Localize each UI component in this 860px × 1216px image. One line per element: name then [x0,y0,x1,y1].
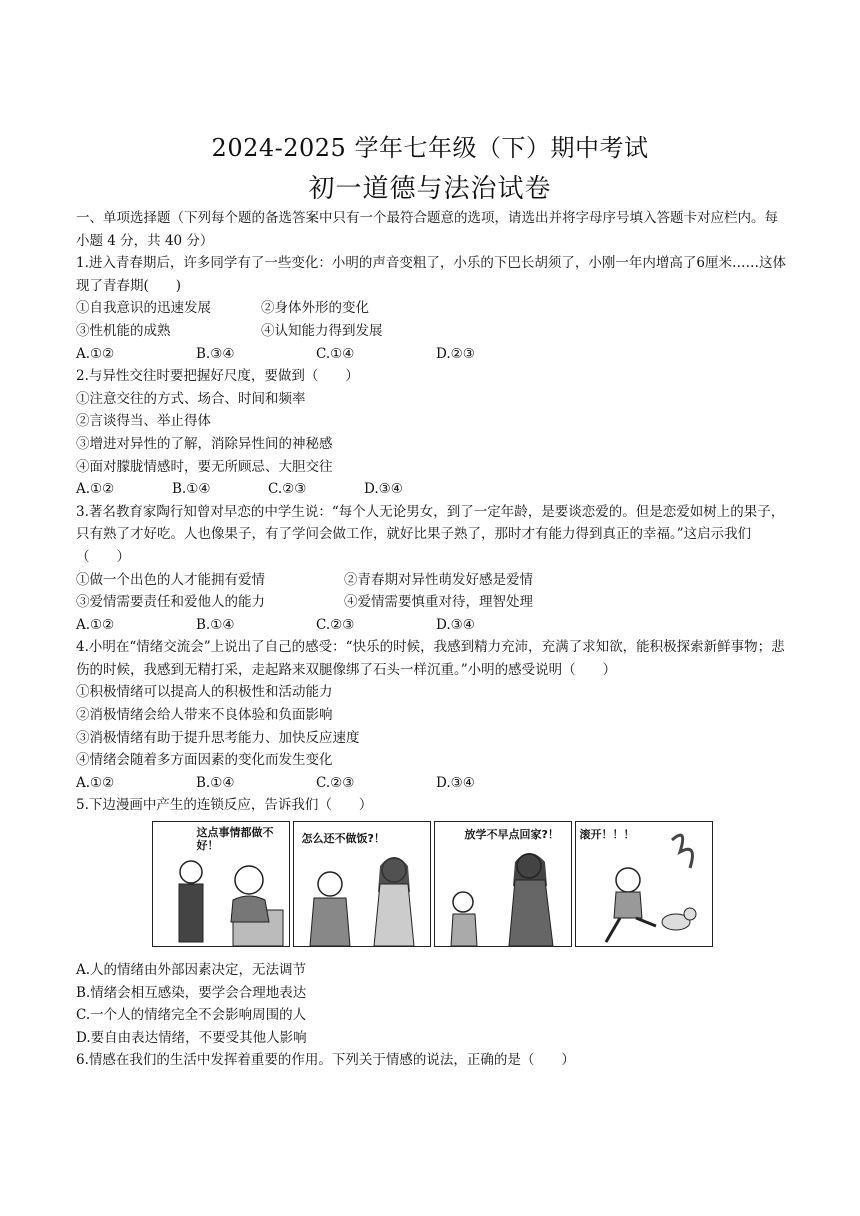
q2-item-4: ④面对朦胧情感时，要无所顾忌、大胆交往 [76,458,333,475]
question-2-options [76,478,788,501]
exam-body [76,207,788,1072]
q3-item-2: ②青春期对异性萌发好感是爱情 [344,571,533,588]
q5-option-a: A.人的情绪由外部因素决定，无法调节 [76,962,307,979]
exam-title: 2024-2025 学年七年级（下）期中考试 [211,134,649,162]
q4-option-d: D.③④ [436,774,475,791]
exam-subtitle: 初一道德与法治试卷 [308,174,552,204]
q2-item-1: ①注意交往的方式、场合、时间和频率 [76,390,306,407]
q4-item-4: ④情绪会随着多方面因素的变化而发生变化 [76,752,333,769]
q5-option-b: B.情绪会相互感染，要学会合理地表达 [76,984,307,1001]
question-2-stem: 2.与异性交往时要把握好尺度，要做到（ ） [76,368,359,385]
q2-option-a: A.①② [76,481,115,498]
q3-option-b: B.①④ [196,616,235,633]
comic-panel-3 [434,821,572,947]
q4-item-1: ①积极情绪可以提高人的积极性和活动能力 [76,684,333,701]
q2-item-2: ②言谈得当、举止得体 [76,413,211,430]
section-heading: 一、单项选择题（下列每个题的备选答案中只有一个最符合题意的选项，请选出并将字母序号填入答题卡对应栏内。每小题 4 分，共 40 分） [76,210,778,249]
question-1-items-row1 [76,297,788,320]
q1-item-3: ③性机能的成熟 [76,322,171,339]
q1-item-4: ④认知能力得到发展 [261,322,383,339]
comic-bubble-3: 放学不早点回家?！ [464,828,559,842]
q3-option-c: C.②③ [316,616,355,633]
question-1-stem: 1.进入青春期后，许多同学有了一些变化：小明的声音变粗了，小乐的下巴长胡须了，小刚一年内增高了6厘米……这体现了青春期( ) [76,255,786,294]
q3-option-d: D.③④ [436,616,475,633]
question-1-items-row2 [76,320,788,343]
q4-item-3: ③消极情绪有助于提升思考能力、加快反应速度 [76,729,360,746]
question-5-stem: 5.下边漫画中产生的连锁反应，告诉我们（ ） [76,797,373,814]
question-1-options [76,343,788,366]
comic-panel-2 [293,821,431,947]
comic-panel-1 [152,821,290,947]
q4-item-2: ②消极情绪会给人带来不良体验和负面影响 [76,707,333,724]
question-3-items-row2 [76,591,788,614]
q1-item-1: ①自我意识的迅速发展 [76,300,211,317]
q4-option-a: A.①② [76,774,115,791]
question-3-options [76,614,788,637]
q3-item-3: ③爱情需要责任和爱他人的能力 [76,594,265,611]
comic-bubble-4: 滚开！！！ [579,828,635,842]
q4-option-b: B.①④ [196,774,235,791]
comic-bubble-2: 怎么还不做饭?！ [301,832,385,846]
q4-option-c: C.②③ [316,774,355,791]
q1-option-b: B.③④ [196,345,235,362]
q3-item-4: ④爱情需要慎重对待，理智处理 [344,594,533,611]
q2-item-3: ③增进对异性的了解，消除异性间的神秘感 [76,435,333,452]
q2-option-d: D.③④ [364,481,403,498]
q1-item-2: ②身体外形的变化 [261,300,369,317]
question-3-items-row1 [76,569,788,592]
comic-panel-4 [575,821,713,947]
q1-option-a: A.①② [76,345,115,362]
q5-option-d: D.要自由表达情绪，不要受其他人影响 [76,1029,307,1046]
q3-item-1: ①做一个出色的人才能拥有爱情 [76,571,265,588]
q1-option-c: C.①④ [316,345,355,362]
q2-option-c: C.②③ [268,481,307,498]
question-6-stem: 6.情感在我们的生活中发挥着重要的作用。下列关于情感的说法，正确的是（ ） [76,1052,575,1069]
comic-bubble-1: 这点事情都做不好！ [196,826,274,853]
comic-strip [76,821,788,947]
q5-option-c: C.一个人的情绪完全不会影响周围的人 [76,1007,307,1024]
q1-option-d: D.②③ [436,345,475,362]
q2-option-b: B.①④ [172,481,211,498]
q3-option-a: A.①② [76,616,115,633]
question-3-stem: 3.著名教育家陶行知曾对早恋的中学生说：“每个人无论男女，到了一定年龄，是要谈恋爱的。但是恋爱如树上的果子，只有熟了才好吃。人也像果子，有了学问会做工作，就好比果子熟了，那时才有能力得到真正的幸福。”这启示我们（ ） [76,503,785,565]
question-4-options [76,772,788,795]
question-4-stem: 4.小明在“情绪交流会”上说出了自己的感受：“快乐的时候，我感到精力充沛，充满了求知欲，能积极探索新鲜事物；悲伤的时候，我感到无精打采，走起路来双腿像绑了石头一样沉重。”小明的感受说明（ ） [76,639,785,678]
